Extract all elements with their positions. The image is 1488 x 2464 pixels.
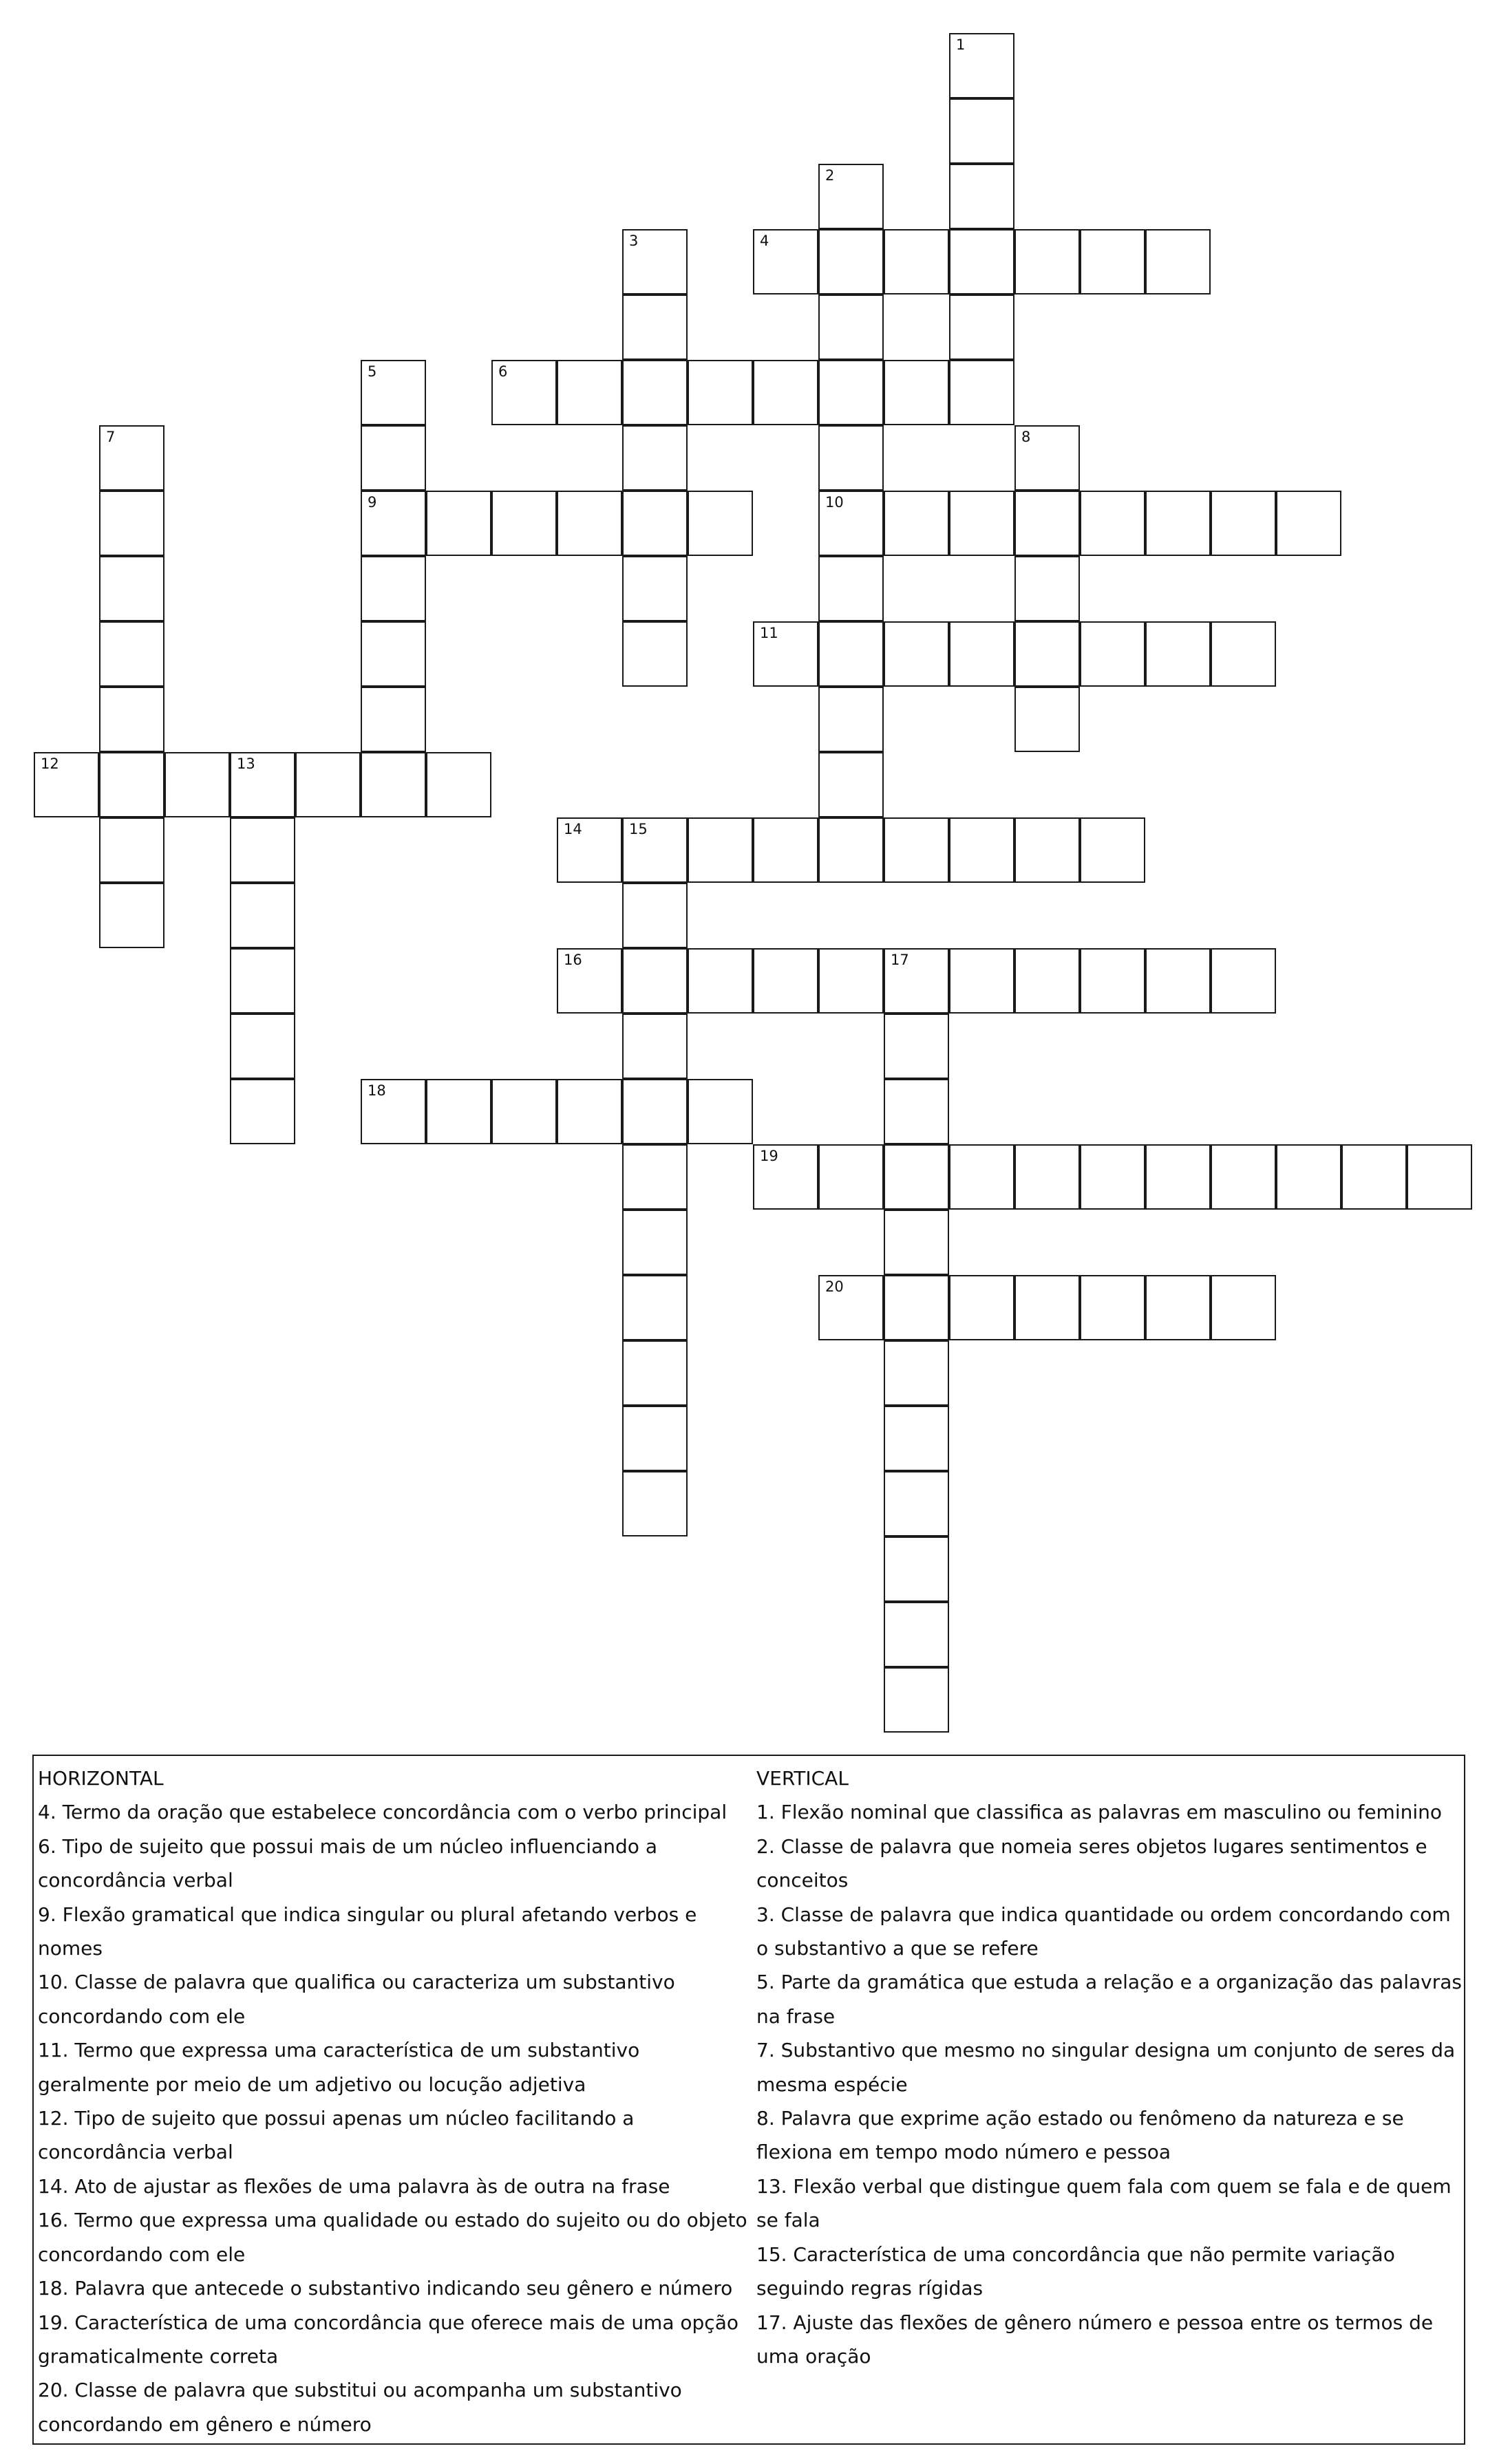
clue-across-12: 12. Tipo de sujeito que possui apenas um núcleo facilitando a concordância verbal bbox=[38, 2107, 635, 2164]
crossword-cell[interactable] bbox=[230, 1014, 295, 1079]
clue-number: 2 bbox=[825, 167, 835, 184]
clue-across-11: 11. Termo que expressa uma característica de um substantivo geralmente por meio de um adjetivo ou locução adjetiva bbox=[38, 2039, 640, 2096]
across-heading: HORIZONTAL bbox=[38, 1767, 164, 1790]
crossword-cell[interactable] bbox=[818, 948, 884, 1014]
crossword-cell[interactable] bbox=[818, 621, 884, 687]
crossword-cell[interactable] bbox=[622, 556, 688, 621]
clues-box bbox=[32, 1755, 1465, 2445]
crossword-cell[interactable] bbox=[884, 621, 949, 687]
crossword-cell[interactable] bbox=[884, 1144, 949, 1210]
crossword-cell[interactable] bbox=[1080, 948, 1145, 1014]
crossword-cell[interactable] bbox=[949, 294, 1014, 360]
clue-number: 7 bbox=[106, 429, 116, 445]
crossword-cell[interactable] bbox=[884, 1602, 949, 1667]
crossword-cell[interactable] bbox=[622, 621, 688, 687]
crossword-cell[interactable] bbox=[818, 294, 884, 360]
crossword-cell[interactable] bbox=[818, 360, 884, 425]
clue-number: 20 bbox=[825, 1278, 844, 1295]
crossword-cell[interactable] bbox=[818, 491, 884, 556]
crossword-cell[interactable] bbox=[1080, 491, 1145, 556]
crossword-cell[interactable] bbox=[753, 360, 818, 425]
crossword-cell[interactable] bbox=[818, 687, 884, 752]
clue-down-8: 8. Palavra que exprime ação estado ou fenômeno da natureza e se flexiona em tempo modo número e pessoa bbox=[756, 2107, 1404, 2164]
crossword-cell[interactable] bbox=[99, 425, 164, 491]
crossword-cell[interactable] bbox=[884, 360, 949, 425]
crossword-cell[interactable] bbox=[818, 752, 884, 817]
clue-number: 9 bbox=[368, 494, 377, 511]
crossword-cell[interactable] bbox=[295, 752, 361, 817]
crossword-cell[interactable] bbox=[1080, 229, 1145, 294]
crossword-cell[interactable] bbox=[949, 491, 1014, 556]
crossword-cell[interactable] bbox=[361, 491, 426, 556]
clue-number: 14 bbox=[564, 821, 582, 837]
crossword-cell[interactable] bbox=[884, 1275, 949, 1340]
crossword-cell[interactable] bbox=[622, 1406, 688, 1471]
down-heading: VERTICAL bbox=[756, 1767, 849, 1790]
crossword-cell[interactable] bbox=[884, 1340, 949, 1406]
crossword-cell[interactable] bbox=[1211, 491, 1276, 556]
crossword-cell[interactable] bbox=[426, 1079, 491, 1144]
crossword-cell[interactable] bbox=[818, 1144, 884, 1210]
crossword-cell[interactable] bbox=[557, 360, 622, 425]
crossword-cell[interactable] bbox=[1407, 1144, 1472, 1210]
clue-across-6: 6. Tipo de sujeito que possui mais de um núcleo influenciando a concordância verbal bbox=[38, 1834, 657, 1892]
crossword-cell[interactable] bbox=[688, 360, 753, 425]
crossword-cell[interactable] bbox=[1014, 425, 1080, 491]
crossword-cell[interactable] bbox=[753, 817, 818, 883]
crossword-cell[interactable] bbox=[949, 621, 1014, 687]
crossword-cell[interactable] bbox=[99, 556, 164, 621]
crossword-cell[interactable] bbox=[753, 1144, 818, 1210]
crossword-cell[interactable] bbox=[230, 817, 295, 883]
clue-down-5: 5. Parte da gramática que estuda a relação e a organização das palavras na frase bbox=[756, 1971, 1463, 2028]
crossword-cell[interactable] bbox=[688, 948, 753, 1014]
clue-down-7: 7. Substantivo que mesmo no singular designa um conjunto de seres da mesma espécie bbox=[756, 2039, 1456, 2096]
crossword-cell[interactable] bbox=[622, 883, 688, 948]
crossword-cell[interactable] bbox=[622, 229, 688, 294]
crossword-cell[interactable] bbox=[1276, 491, 1341, 556]
crossword-cell[interactable] bbox=[1014, 229, 1080, 294]
crossword-cell[interactable] bbox=[622, 1471, 688, 1536]
clue-down-3: 3. Classe de palavra que indica quantidade ou ordem concordando com o substantivo a que se refere bbox=[756, 1903, 1451, 1960]
clue-down-15: 15. Característica de uma concordância que não permite variação seguindo regras rígidas bbox=[756, 2242, 1395, 2300]
crossword-cell[interactable] bbox=[557, 817, 622, 883]
crossword-cell[interactable] bbox=[230, 1079, 295, 1144]
crossword-cell[interactable] bbox=[622, 491, 688, 556]
crossword-cell[interactable] bbox=[884, 948, 949, 1014]
crossword-cell[interactable] bbox=[491, 360, 557, 425]
crossword-cell[interactable] bbox=[557, 948, 622, 1014]
clue-across-14: 14. Ato de ajustar as flexões de uma palavra às de outra na frase bbox=[38, 2174, 670, 2198]
clue-number: 13 bbox=[237, 756, 255, 772]
crossword-cell[interactable] bbox=[884, 817, 949, 883]
crossword-cell[interactable] bbox=[1014, 687, 1080, 752]
crossword-cell[interactable] bbox=[622, 1079, 688, 1144]
crossword-cell[interactable] bbox=[1276, 1144, 1341, 1210]
crossword-cell[interactable] bbox=[361, 687, 426, 752]
clue-number: 3 bbox=[629, 233, 639, 249]
clue-across-4: 4. Termo da oração que estabelece concordância com o verbo principal bbox=[38, 1801, 727, 1824]
crossword-cell[interactable] bbox=[1211, 1275, 1276, 1340]
crossword-cell[interactable] bbox=[1145, 948, 1211, 1014]
crossword-cell[interactable] bbox=[99, 687, 164, 752]
crossword-cell[interactable] bbox=[949, 360, 1014, 425]
clue-down-2: 2. Classe de palavra que nomeia seres objetos lugares sentimentos e conceitos bbox=[756, 1834, 1427, 1892]
down-clues bbox=[756, 1761, 1463, 2373]
crossword-cell[interactable] bbox=[622, 1210, 688, 1275]
crossword-cell[interactable] bbox=[1145, 621, 1211, 687]
crossword-cell[interactable] bbox=[426, 491, 491, 556]
crossword-cell[interactable] bbox=[1145, 1275, 1211, 1340]
crossword-cell[interactable] bbox=[884, 229, 949, 294]
crossword-cell[interactable] bbox=[361, 556, 426, 621]
crossword-cell[interactable] bbox=[818, 425, 884, 491]
crossword-cell[interactable] bbox=[884, 1014, 949, 1079]
clue-number: 16 bbox=[564, 952, 582, 968]
crossword-cell[interactable] bbox=[1014, 556, 1080, 621]
clue-number: 17 bbox=[891, 952, 909, 968]
crossword-cell[interactable] bbox=[557, 491, 622, 556]
crossword-cell[interactable] bbox=[1211, 621, 1276, 687]
crossword-cell[interactable] bbox=[1014, 621, 1080, 687]
crossword-cell[interactable] bbox=[949, 98, 1014, 164]
crossword-cell[interactable] bbox=[622, 1275, 688, 1340]
crossword-cell[interactable] bbox=[1211, 1144, 1276, 1210]
crossword-cell[interactable] bbox=[753, 621, 818, 687]
crossword-cell[interactable] bbox=[1341, 1144, 1407, 1210]
clue-number: 12 bbox=[41, 756, 59, 772]
crossword-cell[interactable] bbox=[1145, 229, 1211, 294]
crossword-cell[interactable] bbox=[949, 1275, 1014, 1340]
crossword-cell[interactable] bbox=[361, 425, 426, 491]
clue-number: 5 bbox=[368, 363, 377, 380]
crossword-cell[interactable] bbox=[688, 1079, 753, 1144]
crossword-cell[interactable] bbox=[1014, 491, 1080, 556]
crossword-cell[interactable] bbox=[34, 752, 99, 817]
across-clues bbox=[38, 1761, 754, 2441]
crossword-cell[interactable] bbox=[1080, 1275, 1145, 1340]
crossword-cell[interactable] bbox=[230, 883, 295, 948]
clue-number: 4 bbox=[760, 233, 769, 249]
crossword-cell[interactable] bbox=[884, 1210, 949, 1275]
crossword-cell[interactable] bbox=[688, 817, 753, 883]
crossword-cell[interactable] bbox=[622, 948, 688, 1014]
crossword-cell[interactable] bbox=[688, 491, 753, 556]
crossword-cell[interactable] bbox=[884, 491, 949, 556]
crossword-cell[interactable] bbox=[884, 1079, 949, 1144]
clue-number: 18 bbox=[368, 1082, 386, 1099]
crossword-cell[interactable] bbox=[557, 1079, 622, 1144]
crossword-cell[interactable] bbox=[622, 360, 688, 425]
clue-across-9: 9. Flexão gramatical que indica singular ou plural afetando verbos e nomes bbox=[38, 1903, 697, 1960]
crossword-cell[interactable] bbox=[1080, 621, 1145, 687]
crossword-cell[interactable] bbox=[491, 491, 557, 556]
crossword-cell[interactable] bbox=[622, 817, 688, 883]
clue-across-20: 20. Classe de palavra que substitui ou acompanha um substantivo concordando em gênero e número bbox=[38, 2379, 682, 2436]
crossword-cell[interactable] bbox=[1014, 948, 1080, 1014]
crossword-cell[interactable] bbox=[884, 1471, 949, 1536]
crossword-cell[interactable] bbox=[818, 1275, 884, 1340]
crossword-cell[interactable] bbox=[818, 229, 884, 294]
crossword-cell[interactable] bbox=[884, 1667, 949, 1733]
clue-number: 11 bbox=[760, 625, 778, 641]
crossword-cell[interactable] bbox=[949, 164, 1014, 229]
clue-down-17: 17. Ajuste das flexões de gênero número e pessoa entre os termos de uma oração bbox=[756, 2311, 1434, 2368]
crossword-cell[interactable] bbox=[1211, 948, 1276, 1014]
clue-number: 15 bbox=[629, 821, 648, 837]
clue-across-16: 16. Termo que expressa uma qualidade ou estado do sujeito ou do objeto concordando com ele bbox=[38, 2209, 747, 2266]
crossword-cell[interactable] bbox=[622, 294, 688, 360]
clue-number: 10 bbox=[825, 494, 844, 511]
crossword-cell[interactable] bbox=[949, 33, 1014, 98]
clue-down-1: 1. Flexão nominal que classifica as palavras em masculino ou feminino bbox=[756, 1801, 1442, 1824]
crossword-cell[interactable] bbox=[361, 752, 426, 817]
crossword-cell[interactable] bbox=[164, 752, 230, 817]
crossword-cell[interactable] bbox=[818, 556, 884, 621]
crossword-cell[interactable] bbox=[949, 817, 1014, 883]
crossword-cell[interactable] bbox=[753, 948, 818, 1014]
crossword-cell[interactable] bbox=[1014, 817, 1080, 883]
crossword-cell[interactable] bbox=[622, 1144, 688, 1210]
crossword-cell[interactable] bbox=[884, 1536, 949, 1602]
crossword-cell[interactable] bbox=[1080, 1144, 1145, 1210]
clue-across-18: 18. Palavra que antecede o substantivo indicando seu gênero e número bbox=[38, 2277, 733, 2300]
crossword-cell[interactable] bbox=[491, 1079, 557, 1144]
crossword-cell[interactable] bbox=[949, 948, 1014, 1014]
crossword-cell[interactable] bbox=[622, 1340, 688, 1406]
crossword-cell[interactable] bbox=[1145, 1144, 1211, 1210]
clue-across-19: 19. Característica de uma concordância que oferece mais de uma opção gramaticalmente correta bbox=[38, 2311, 738, 2368]
crossword-cell[interactable] bbox=[361, 1079, 426, 1144]
clue-down-13: 13. Flexão verbal que distingue quem fala com quem se fala e de quem se fala bbox=[756, 2174, 1452, 2232]
crossword-cell[interactable] bbox=[99, 883, 164, 948]
crossword-cell[interactable] bbox=[622, 1014, 688, 1079]
crossword-cell[interactable] bbox=[361, 621, 426, 687]
crossword-cell[interactable] bbox=[622, 425, 688, 491]
crossword-cell[interactable] bbox=[753, 229, 818, 294]
clue-number: 19 bbox=[760, 1148, 778, 1164]
clue-number: 8 bbox=[1021, 429, 1031, 445]
crossword-cell[interactable] bbox=[99, 817, 164, 883]
crossword-cell[interactable] bbox=[230, 948, 295, 1014]
clue-number: 6 bbox=[498, 363, 508, 380]
crossword-cell[interactable] bbox=[99, 491, 164, 556]
clue-number: 1 bbox=[956, 36, 966, 53]
crossword-cell[interactable] bbox=[1014, 1144, 1080, 1210]
crossword-cell[interactable] bbox=[949, 229, 1014, 294]
crossword-cell[interactable] bbox=[949, 1144, 1014, 1210]
crossword-cell[interactable] bbox=[1014, 1275, 1080, 1340]
crossword-cell[interactable] bbox=[818, 164, 884, 229]
crossword-cell[interactable] bbox=[361, 360, 426, 425]
crossword-cell[interactable] bbox=[426, 752, 491, 817]
crossword-cell[interactable] bbox=[884, 1406, 949, 1471]
crossword-cell[interactable] bbox=[1145, 491, 1211, 556]
crossword-cell[interactable] bbox=[1080, 817, 1145, 883]
clue-across-10: 10. Classe de palavra que qualifica ou caracteriza um substantivo concordando com ele bbox=[38, 1971, 675, 2028]
crossword-cell[interactable] bbox=[230, 752, 295, 817]
crossword-cell[interactable] bbox=[99, 752, 164, 817]
crossword-cell[interactable] bbox=[99, 621, 164, 687]
crossword-cell[interactable] bbox=[818, 817, 884, 883]
